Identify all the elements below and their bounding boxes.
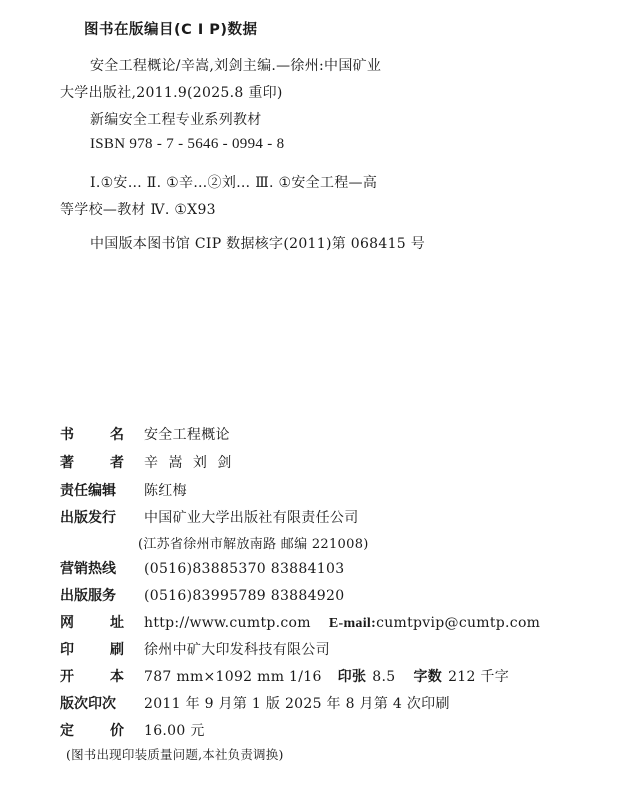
value-service: (0516)83995789 83884920 bbox=[144, 588, 345, 604]
value-sheets: 8.5 bbox=[372, 669, 396, 685]
email-label: E-mail: bbox=[328, 616, 377, 631]
value-edition: 2011 年 9 月第 1 版 2025 年 8 月第 4 次印刷 bbox=[144, 696, 450, 712]
label-char: 书 bbox=[60, 427, 74, 443]
label-sheets: 印张 bbox=[337, 669, 367, 685]
row-service bbox=[60, 585, 344, 607]
row-address bbox=[138, 533, 369, 555]
label-char: 刷 bbox=[110, 642, 124, 658]
row-edition bbox=[60, 693, 450, 715]
value-words: 212 千字 bbox=[448, 669, 510, 685]
cip-line-record-number: 中国版本图书馆 CIP 数据核字(2011)第 068415 号 bbox=[90, 236, 426, 252]
row-publisher bbox=[60, 507, 359, 529]
cip-line-classification: Ⅰ.①安… Ⅱ. ①辛…②刘… Ⅲ. ①安全工程—高 bbox=[90, 175, 378, 191]
label-char: 著 bbox=[60, 455, 74, 471]
label-char: 价 bbox=[110, 723, 124, 739]
cip-line-title-author: 安全工程概论/辛嵩,刘剑主编.—徐州:中国矿业 bbox=[90, 58, 382, 74]
row-hotline bbox=[60, 558, 344, 580]
row-format bbox=[60, 666, 509, 688]
label-char: 定 bbox=[60, 723, 74, 739]
label-edition: 版次印次 bbox=[60, 696, 116, 712]
label-char: 开 bbox=[60, 669, 74, 685]
value-address: (江苏省徐州市解放南路 邮编 221008) bbox=[138, 537, 369, 552]
cip-line-classification-cont: 等学校—教材 Ⅳ. ①X93 bbox=[60, 202, 216, 218]
label-editor: 责任编辑 bbox=[60, 483, 116, 499]
value-hotline: (0516)83885370 83884103 bbox=[144, 561, 345, 577]
row-website bbox=[60, 612, 540, 634]
cip-line-series: 新编安全工程专业系列教材 bbox=[90, 112, 262, 128]
value-editor: 陈红梅 bbox=[144, 483, 187, 499]
value-format-size: 787 mm×1092 mm 1/16 bbox=[144, 669, 322, 685]
row-price bbox=[60, 720, 205, 742]
row-authors bbox=[60, 452, 234, 474]
label-website bbox=[60, 612, 144, 632]
value-authors: 辛 嵩 刘 剑 bbox=[144, 455, 235, 471]
label-price bbox=[60, 720, 144, 740]
cip-title: 图书在版编目(C I P)数据 bbox=[84, 22, 258, 38]
label-char: 本 bbox=[110, 669, 124, 685]
label-service: 出版服务 bbox=[60, 588, 116, 604]
value-book-name: 安全工程概论 bbox=[144, 427, 230, 443]
label-hotline: 营销热线 bbox=[60, 561, 116, 577]
value-price: 16.00 元 bbox=[144, 723, 205, 739]
quality-note: (图书出现印装质量问题,本社负责调换) bbox=[66, 747, 284, 762]
label-char: 印 bbox=[60, 642, 74, 658]
label-printer bbox=[60, 639, 144, 659]
cip-line-publisher: 大学出版社,2011.9(2025.8 重印) bbox=[60, 85, 283, 101]
label-words: 字数 bbox=[413, 669, 443, 685]
value-website-url[interactable]: http://www.cumtp.com bbox=[144, 615, 311, 631]
label-char: 者 bbox=[110, 455, 124, 471]
label-book-name bbox=[60, 424, 144, 444]
label-char: 名 bbox=[110, 427, 124, 443]
cip-line-isbn: ISBN 978 - 7 - 5646 - 0994 - 8 bbox=[90, 136, 285, 152]
row-editor bbox=[60, 480, 187, 502]
label-authors bbox=[60, 452, 144, 472]
value-email[interactable]: cumtpvip@cumtp.com bbox=[376, 615, 541, 631]
label-format bbox=[60, 666, 144, 686]
row-printer bbox=[60, 639, 330, 661]
value-publisher: 中国矿业大学出版社有限责任公司 bbox=[144, 510, 359, 526]
value-printer: 徐州中矿大印发科技有限公司 bbox=[144, 642, 330, 658]
row-book-name bbox=[60, 424, 230, 446]
label-publisher: 出版发行 bbox=[60, 510, 116, 526]
label-char: 址 bbox=[110, 615, 124, 631]
label-char: 网 bbox=[60, 615, 74, 631]
